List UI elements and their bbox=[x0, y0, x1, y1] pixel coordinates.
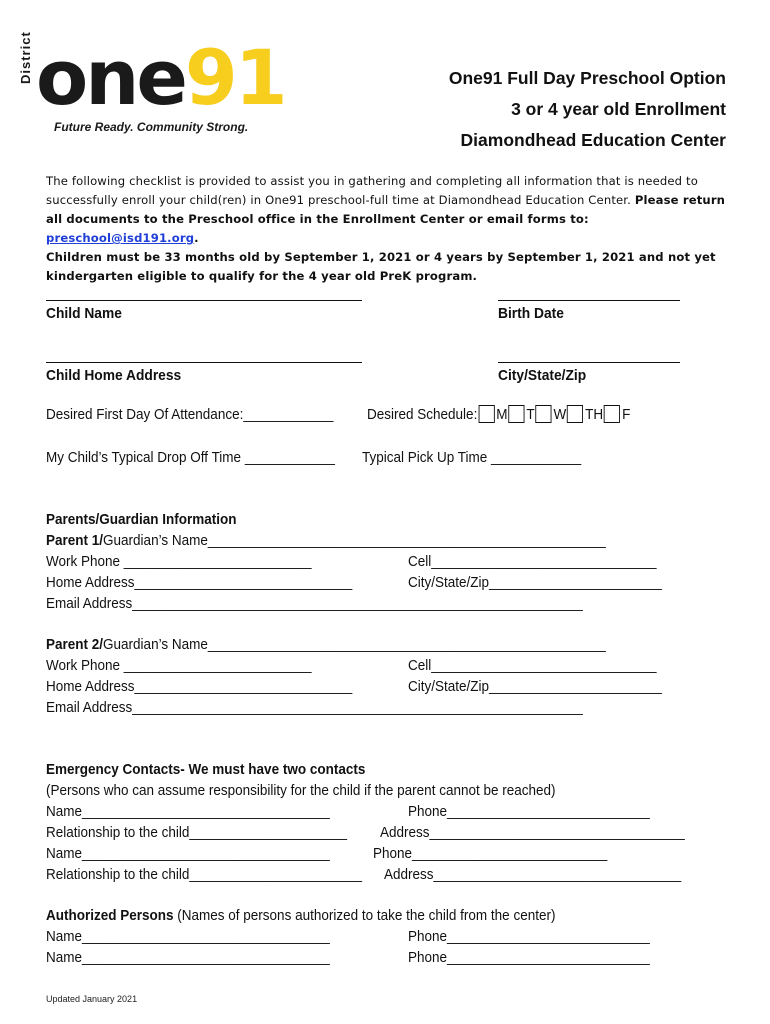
emergency1-relationship-field[interactable]: Relationship to the child_____________________ bbox=[46, 824, 348, 841]
logo-tagline: Future Ready. Community Strong. bbox=[54, 120, 249, 134]
parent2-cell-field[interactable]: Cell______________________________ bbox=[408, 657, 657, 674]
intro-text: The following checklist is provided to assist you in gathering and completing all information that is needed to successfully enroll your child(ren) in One91 preschool-full time at Diamondhead Education Center. bbox=[46, 174, 698, 207]
title-line-3: Diamondhead Education Center bbox=[460, 130, 726, 150]
authorized1-name-field[interactable]: Name_________________________________ bbox=[46, 928, 330, 945]
emergency2-phone-field[interactable]: Phone__________________________ bbox=[373, 845, 608, 862]
authorized1-phone-field[interactable]: Phone___________________________ bbox=[408, 928, 650, 945]
birth-date-line[interactable] bbox=[498, 300, 680, 301]
checkbox-thursday[interactable] bbox=[567, 405, 583, 423]
checkbox-monday[interactable] bbox=[478, 405, 494, 423]
authorized2-name-field[interactable]: Name_________________________________ bbox=[46, 949, 330, 966]
child-city-label: City/State/Zip bbox=[498, 367, 587, 384]
birth-date-label: Birth Date bbox=[498, 305, 564, 322]
parent2-name-field[interactable]: Parent 2/Guardian’s Name_____________________________________________________ bbox=[46, 636, 606, 653]
parent2-city-field[interactable]: City/State/Zip_______________________ bbox=[408, 678, 662, 695]
child-name-label: Child Name bbox=[46, 305, 122, 322]
day-friday: F bbox=[622, 406, 631, 423]
title-line-2: 3 or 4 year old Enrollment bbox=[511, 99, 726, 119]
logo-district-text: District bbox=[18, 31, 33, 84]
dropoff-time-field[interactable]: My Child’s Typical Drop Off Time ____________ bbox=[46, 449, 335, 466]
schedule-label: Desired Schedule: bbox=[367, 406, 478, 423]
emergency2-address-field[interactable]: Address_________________________________ bbox=[384, 866, 682, 883]
parent2-work-phone-field[interactable]: Work Phone _________________________ bbox=[46, 657, 312, 674]
parent2-email-field[interactable]: Email Address____________________________________________________________ bbox=[46, 699, 583, 716]
day-wednesday: W bbox=[553, 406, 567, 423]
authorized2-phone-field[interactable]: Phone___________________________ bbox=[408, 949, 650, 966]
authorized-heading: Authorized Persons (Names of persons authorized to take the child from the center) bbox=[46, 907, 556, 924]
child-city-line[interactable] bbox=[498, 362, 680, 363]
day-monday: M bbox=[496, 406, 508, 423]
intro-period: . bbox=[194, 231, 199, 245]
schedule-row bbox=[367, 404, 630, 425]
updated-date: Updated January 2021 bbox=[46, 994, 138, 1004]
intro-paragraph bbox=[46, 172, 726, 286]
pickup-time-field[interactable]: Typical Pick Up Time ____________ bbox=[362, 449, 582, 466]
logo-91: 91 bbox=[184, 33, 285, 122]
first-day-field[interactable]: Desired First Day Of Attendance:____________ bbox=[46, 406, 334, 423]
checkbox-tuesday[interactable] bbox=[508, 405, 524, 423]
parent1-name-field[interactable]: Parent 1/Guardian’s Name_____________________________________________________ bbox=[46, 532, 606, 549]
email-link[interactable]: preschool@isd191.org bbox=[46, 231, 195, 245]
emergency1-phone-field[interactable]: Phone___________________________ bbox=[408, 803, 650, 820]
parent1-home-address-field[interactable]: Home Address_____________________________ bbox=[46, 574, 353, 591]
intro-return-text: Please return all documents to the Preschool office in the Enrollment Center or email forms to: bbox=[46, 193, 726, 226]
day-tuesday: T bbox=[526, 406, 535, 423]
emergency2-name-field[interactable]: Name_________________________________ bbox=[46, 845, 330, 862]
parent1-cell-field[interactable]: Cell______________________________ bbox=[408, 553, 657, 570]
child-address-label: Child Home Address bbox=[46, 367, 182, 384]
emergency1-name-field[interactable]: Name_________________________________ bbox=[46, 803, 330, 820]
child-name-line[interactable] bbox=[46, 300, 362, 301]
parent2-home-address-field[interactable]: Home Address_____________________________ bbox=[46, 678, 353, 695]
emergency2-relationship-field[interactable]: Relationship to the child_______________________ bbox=[46, 866, 363, 883]
parent1-work-phone-field[interactable]: Work Phone _________________________ bbox=[46, 553, 312, 570]
parent1-email-field[interactable]: Email Address____________________________________________________________ bbox=[46, 595, 583, 612]
intro-age-requirement: Children must be 33 months old by September 1, 2021 or 4 years by September 1, 2021 and not yet kindergarten eligible to qualify for the 4 year old PreK program. bbox=[46, 250, 716, 283]
title-line-1: One91 Full Day Preschool Option bbox=[448, 68, 726, 88]
district-logo bbox=[18, 31, 285, 140]
emergency-subheading: (Persons who can assume responsibility for the child if the parent cannot be reached) bbox=[46, 782, 556, 799]
parents-heading: Parents/Guardian Information bbox=[46, 511, 237, 528]
emergency1-address-field[interactable]: Address__________________________________ bbox=[380, 824, 685, 841]
logo-wordmark bbox=[36, 33, 285, 122]
emergency-heading: Emergency Contacts- We must have two contacts bbox=[46, 761, 366, 778]
logo-one: one bbox=[36, 33, 185, 122]
checkbox-wednesday[interactable] bbox=[536, 405, 552, 423]
child-address-line[interactable] bbox=[46, 362, 362, 363]
checkbox-friday[interactable] bbox=[604, 405, 620, 423]
parent1-city-field[interactable]: City/State/Zip_______________________ bbox=[408, 574, 662, 591]
day-thursday: TH bbox=[585, 406, 604, 423]
